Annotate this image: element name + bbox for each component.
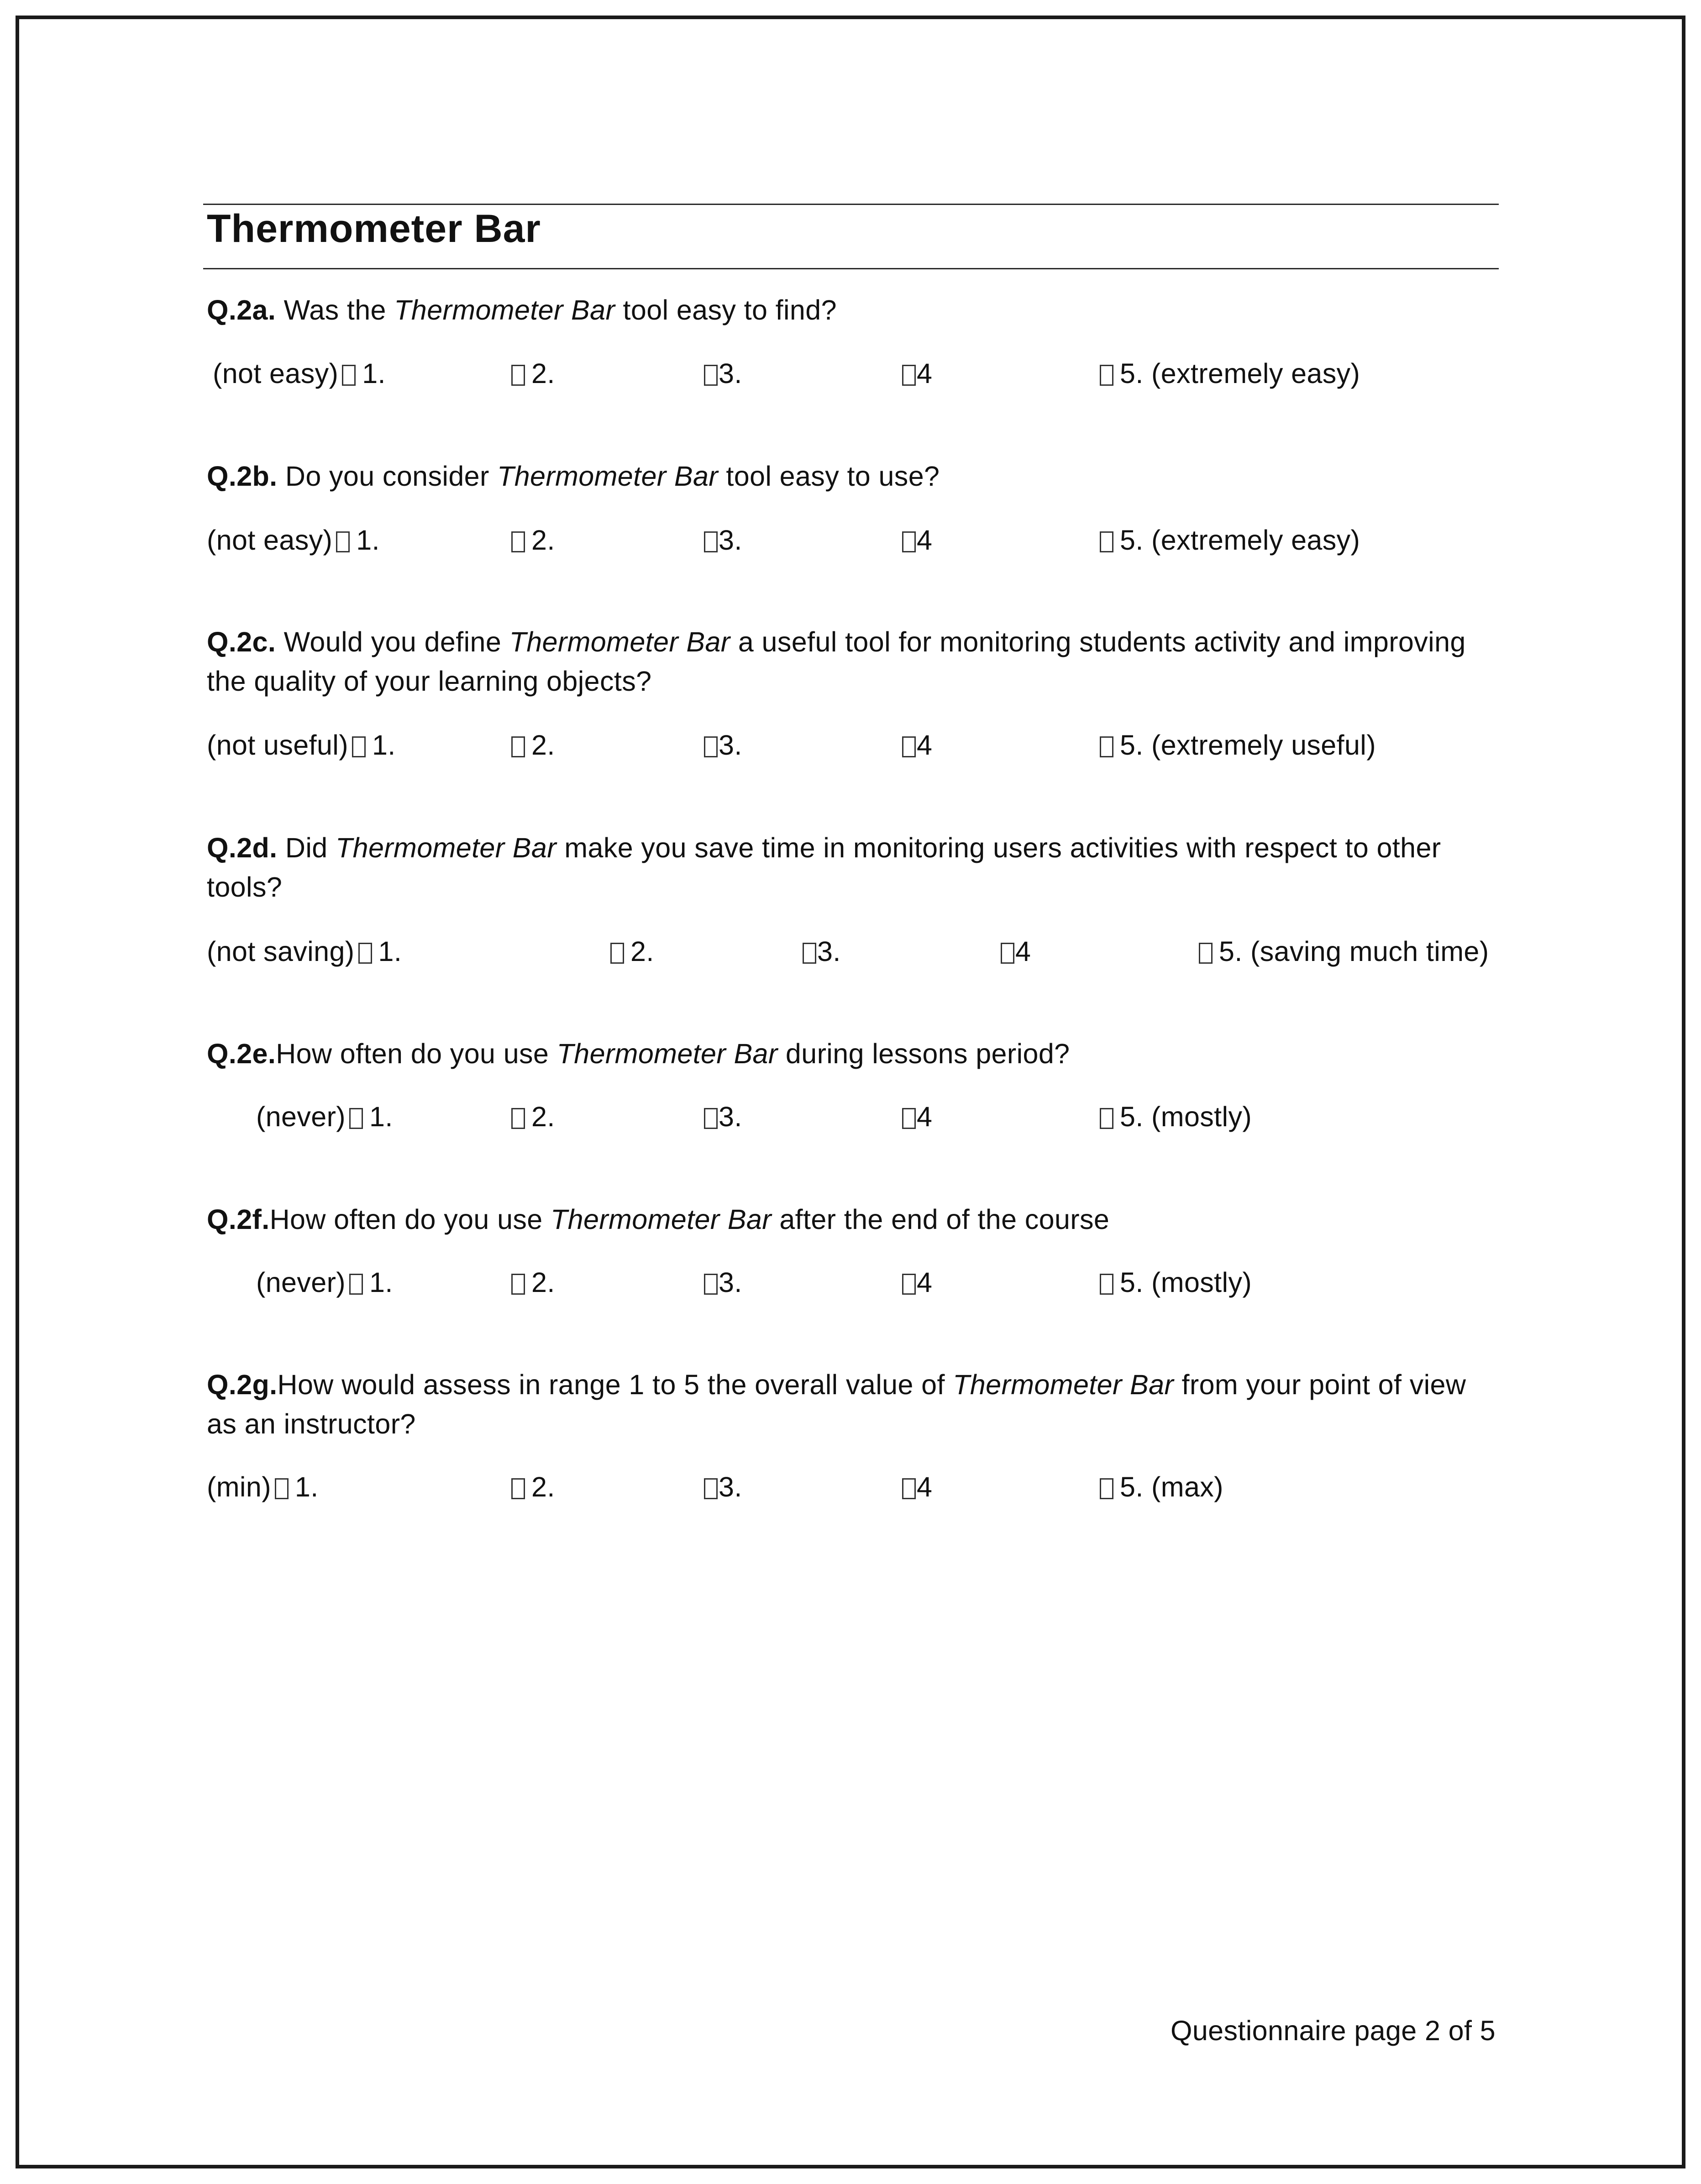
question-id: Q.2e. — [207, 1038, 276, 1069]
checkbox[interactable] — [511, 365, 525, 386]
section-title: Thermometer Bar — [207, 207, 541, 251]
option-4[interactable]: 4 — [902, 1467, 932, 1507]
option-2[interactable]: 2. — [511, 1467, 555, 1507]
option-2[interactable]: 2. — [610, 932, 654, 971]
option-3[interactable]: 3. — [803, 932, 841, 971]
checkbox[interactable] — [349, 1274, 363, 1295]
title-top-rule — [203, 204, 1499, 205]
title-bottom-rule — [203, 268, 1499, 269]
checkbox[interactable] — [1100, 1108, 1113, 1129]
option-4[interactable]: 4 — [902, 725, 932, 765]
option-5[interactable]: 5. (mostly) — [1100, 1097, 1252, 1136]
question-2g: Q.2g.How would assess in range 1 to 5 the overall value of Thermometer Bar from your point of view as an instructor? — [207, 1369, 1466, 1439]
option-3[interactable]: 3. — [704, 354, 742, 393]
checkbox[interactable] — [704, 1108, 718, 1129]
checkbox[interactable] — [275, 1478, 289, 1499]
checkbox[interactable] — [1100, 365, 1113, 386]
option-3[interactable]: 3. — [704, 725, 742, 765]
option-4[interactable]: 4 — [902, 354, 932, 393]
option-4[interactable]: 4 — [902, 1263, 932, 1302]
checkbox[interactable] — [610, 943, 624, 964]
checkbox[interactable] — [1100, 531, 1113, 552]
option-5[interactable]: 5. (saving much time) — [1199, 932, 1489, 971]
checkbox[interactable] — [349, 1108, 363, 1129]
checkbox[interactable] — [511, 1108, 525, 1129]
question-2b: Q.2b. Do you consider Thermometer Bar tool easy to use? — [207, 461, 940, 492]
checkbox[interactable] — [704, 736, 718, 757]
checkbox[interactable] — [358, 943, 372, 964]
checkbox[interactable] — [803, 943, 816, 964]
question-id: Q.2f. — [207, 1204, 270, 1235]
checkbox[interactable] — [1001, 943, 1014, 964]
question-2c: Q.2c. Would you define Thermometer Bar a useful tool for monitoring students activity and improving the quality of your learning objects? — [207, 626, 1466, 697]
option-5[interactable]: 5. (max) — [1100, 1467, 1223, 1507]
checkbox[interactable] — [902, 365, 916, 386]
rating-scale-2c — [0, 725, 1701, 765]
checkbox[interactable] — [511, 736, 525, 757]
checkbox[interactable] — [902, 1274, 916, 1295]
question-2a: Q.2a. Was the Thermometer Bar tool easy to find? — [207, 294, 837, 326]
option-4[interactable]: 4 — [902, 1097, 932, 1136]
option-2[interactable]: 2. — [511, 1263, 555, 1302]
option-2[interactable]: 2. — [511, 520, 555, 560]
question-2f: Q.2f.How often do you use Thermometer Bar after the end of the course — [207, 1204, 1110, 1235]
page-number: Questionnaire page 2 of 5 — [1170, 2015, 1496, 2046]
option-2[interactable]: 2. — [511, 354, 555, 393]
option-3[interactable]: 3. — [704, 1467, 742, 1507]
option-1[interactable]: (not easy) 1. — [207, 525, 380, 556]
checkbox[interactable] — [704, 365, 718, 386]
checkbox[interactable] — [511, 1478, 525, 1499]
option-1[interactable]: (min) 1. — [207, 1471, 319, 1502]
question-2e: Q.2e.How often do you use Thermometer Bar during lessons period? — [207, 1038, 1070, 1069]
checkbox[interactable] — [1100, 1274, 1113, 1295]
option-5[interactable]: 5. (extremely useful) — [1100, 725, 1376, 765]
rating-scale-2a — [0, 354, 1701, 393]
option-2[interactable]: 2. — [511, 725, 555, 765]
checkbox[interactable] — [342, 365, 356, 386]
option-1[interactable]: (never) 1. — [256, 1267, 393, 1298]
option-3[interactable]: 3. — [704, 1097, 742, 1136]
question-id: Q.2a. — [207, 294, 276, 326]
checkbox[interactable] — [902, 1478, 916, 1499]
checkbox[interactable] — [902, 736, 916, 757]
checkbox[interactable] — [1100, 1478, 1113, 1499]
checkbox[interactable] — [704, 1274, 718, 1295]
question-id: Q.2d. — [207, 832, 278, 863]
option-4[interactable]: 4 — [902, 520, 932, 560]
question-2d: Q.2d. Did Thermometer Bar make you save time in monitoring users activities with respect to other tools? — [207, 832, 1441, 903]
checkbox[interactable] — [1199, 943, 1213, 964]
checkbox[interactable] — [511, 1274, 525, 1295]
rating-scale-2d — [0, 932, 1701, 971]
option-1[interactable]: (not easy) 1. — [213, 358, 386, 389]
option-1[interactable]: (not saving) 1. — [207, 936, 402, 967]
checkbox[interactable] — [704, 1478, 718, 1499]
option-4[interactable]: 4 — [1001, 932, 1031, 971]
question-id: Q.2c. — [207, 626, 276, 657]
option-2[interactable]: 2. — [511, 1097, 555, 1136]
checkbox[interactable] — [352, 736, 366, 757]
checkbox[interactable] — [511, 531, 525, 552]
option-5[interactable]: 5. (extremely easy) — [1100, 520, 1360, 560]
option-3[interactable]: 3. — [704, 1263, 742, 1302]
checkbox[interactable] — [704, 531, 718, 552]
option-5[interactable]: 5. (extremely easy) — [1100, 354, 1360, 393]
checkbox[interactable] — [902, 1108, 916, 1129]
option-1[interactable]: (never) 1. — [256, 1101, 393, 1132]
option-5[interactable]: 5. (mostly) — [1100, 1263, 1252, 1302]
question-id: Q.2b. — [207, 461, 278, 492]
rating-scale-2f — [0, 1263, 1701, 1302]
checkbox[interactable] — [336, 531, 350, 552]
question-id: Q.2g. — [207, 1369, 278, 1400]
checkbox[interactable] — [902, 531, 916, 552]
checkbox[interactable] — [1100, 736, 1113, 757]
rating-scale-2g — [0, 1467, 1701, 1507]
rating-scale-2b — [0, 520, 1701, 560]
rating-scale-2e — [0, 1097, 1701, 1136]
option-3[interactable]: 3. — [704, 520, 742, 560]
option-1[interactable]: (not useful) 1. — [207, 730, 396, 761]
